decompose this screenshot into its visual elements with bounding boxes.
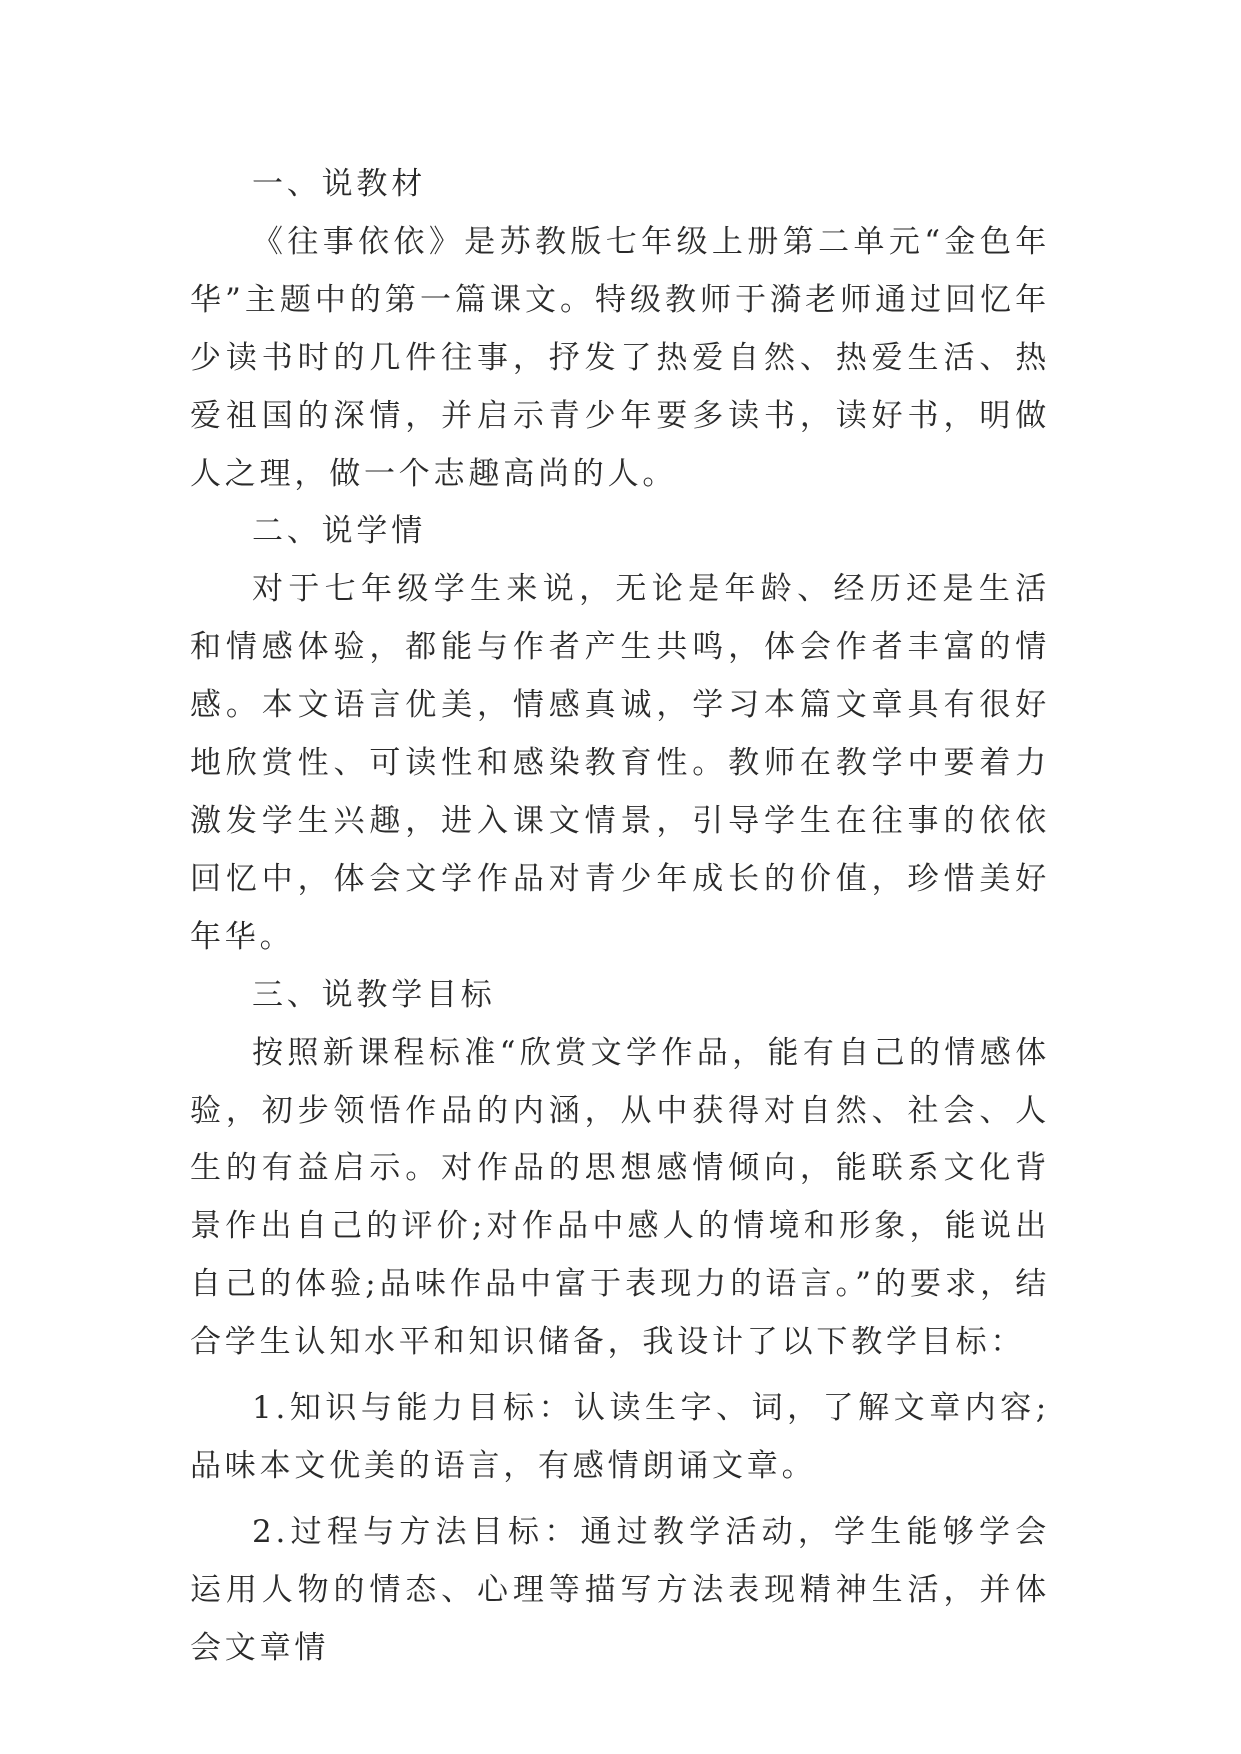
objective-item-2: 2.过程与方法目标：通过教学活动，学生能够学会运用人物的情态、心理等描写方法表现精神生活，并体会文章情 [190, 1513, 1050, 1666]
section-heading-textbook: 一、说教材 [252, 166, 426, 202]
paragraph-learners: 对于七年级学生来说，无论是年龄、经历还是生活和情感体验，都能与作者产生共鸣，体会作者丰富的情感。本文语言优美，情感真诚，学习本篇文章具有很好地欣赏性、可读性和感染教育性。教师在教学中要着力激发学生兴趣，进入课文情景，引导学生在往事的依依回忆中，体会文学作品对青少年成长的价值，珍惜美好年华。 [190, 571, 1050, 955]
document-body [190, 156, 1050, 1678]
paragraph-textbook: 《往事依依》是苏教版七年级上册第二单元“金色年华”主题中的第一篇课文。特级教师于漪老师通过回忆年少读书时的几件往事，抒发了热爱自然、热爱生活、热爱祖国的深情，并启示青少年要多读书，读好书，明做人之理，做一个志趣高尚的人。 [190, 223, 1050, 492]
objective-item-1: 1.知识与能力目标：认读生字、词，了解文章内容;品味本文优美的语言，有感情朗诵文章。 [190, 1390, 1050, 1484]
section-heading-objectives: 三、说教学目标 [252, 976, 496, 1013]
paragraph-objectives: 按照新课程标准“欣赏文学作品，能有自己的情感体验，初步领悟作品的内涵，从中获得对自然、社会、人生的有益启示。对作品的思想感情倾向，能联系文化背景作出自己的评价;对作品中感人的情境和形象，能说出自己的体验;品味作品中富于表现力的语言。”的要求，结合学生认知水平和知识储备，我设计了以下教学目标： [190, 1034, 1050, 1361]
section-heading-learners: 二、说学情 [252, 513, 426, 550]
